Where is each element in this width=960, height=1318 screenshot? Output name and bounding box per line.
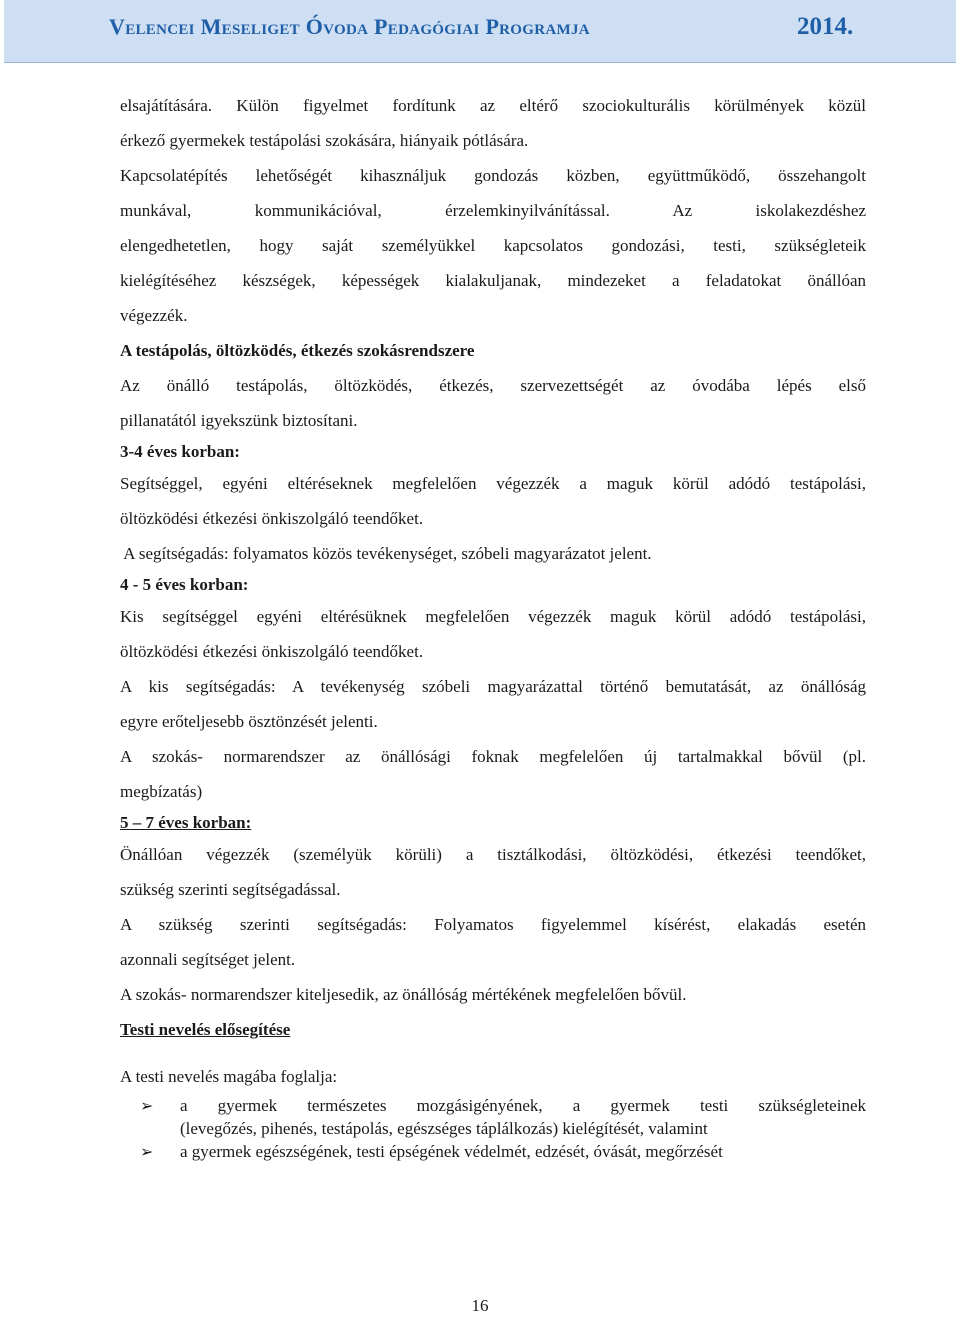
document-title: Velencei Meseliget Óvoda Pedagógiai Programja: [109, 14, 590, 39]
text-line: A szokás- normarendszer kiteljesedik, az önállóság mértékének megfelelően bővül.: [120, 985, 687, 1004]
text-line: (levegőzés, pihenés, testápolás, egészséges táplálkozás) kielégítését, valamint: [180, 1119, 708, 1138]
age-heading-3-4: 3-4 éves korban:: [120, 442, 240, 461]
section-heading: Testi nevelés elősegítése: [120, 1020, 291, 1039]
text-line: A szokás- normarendszer az önállósági foknak megfelelően új tartalmakkal bővül (pl.: [120, 747, 866, 766]
text-line: A kis segítségadás: A tevékenység szóbeli magyarázattal történő bemutatását, az önállóság: [120, 677, 866, 696]
text-line: szükség szerinti segítségadással.: [120, 880, 341, 899]
arrow-bullet-icon: ➢: [140, 1142, 154, 1161]
list-item: [120, 1094, 866, 1140]
text-line: kielégítéséhez készségek, képességek kialakuljanak, mindezeket a feladatokat önállóan: [120, 271, 866, 290]
text-line: Önállóan végezzék (személyük körüli) a tisztálkodási, öltözködési, étkezési teendőket,: [120, 845, 866, 864]
text-line: egyre erőteljesebb ösztönzését jelenti.: [120, 712, 378, 731]
text-line: azonnali segítséget jelent.: [120, 950, 296, 969]
document-year: 2014.: [797, 13, 854, 40]
text-line: elengedhetetlen, hogy saját személyükkel kapcsolatos gondozási, testi, szükségleteik: [120, 236, 866, 255]
bullet-list: [120, 1094, 866, 1163]
text-line: Az önálló testápolás, öltözködés, étkezés, szervezettségét az óvodába lépés első: [120, 376, 866, 395]
page-number: 16: [471, 1296, 489, 1315]
text-line: Kis segítséggel egyéni eltérésüknek megfelelően végezzék maguk körül adódó testápolási,: [120, 607, 866, 626]
text-line: pillanatától igyekszünk biztosítani.: [120, 411, 358, 430]
text-line: A testi nevelés magába foglalja:: [120, 1067, 338, 1086]
text-line: elsajátítására. Külön figyelmet fordítunk az eltérő szociokulturális körülmények közül: [120, 96, 866, 115]
text-line: megbízatás): [120, 782, 203, 801]
arrow-bullet-icon: ➢: [140, 1096, 154, 1115]
text-line: munkával, kommunikációval, érzelemkinyilvánítással. Az iskolakezdéshez: [120, 201, 866, 220]
text-line: végezzék.: [120, 306, 188, 325]
text-line: a gyermek természetes mozgásigényének, a gyermek testi szükségleteinek: [180, 1096, 866, 1115]
text-line: a gyermek egészségének, testi épségének védelmét, edzését, óvását, megőrzését: [180, 1142, 723, 1161]
text-line: öltözködési étkezési önkiszolgáló teendőket.: [120, 509, 424, 528]
age-heading-4-5: 4 - 5 éves korban:: [120, 575, 249, 594]
text-line: öltözködési étkezési önkiszolgáló teendőket.: [120, 642, 424, 661]
age-heading-5-7: 5 – 7 éves korban:: [120, 813, 252, 832]
page-header: [4, 0, 956, 63]
section-heading: A testápolás, öltözködés, étkezés szokásrendszere: [120, 341, 475, 360]
page-body: [120, 88, 866, 1163]
text-line: A szükség szerinti segítségadás: Folyamatos figyelemmel kísérést, elakadás esetén: [120, 915, 866, 934]
text-line: érkező gyermekek testápolási szokására, hiányaik pótlására.: [120, 131, 529, 150]
text-line: Kapcsolatépítés lehetőségét kihasználjuk gondozás közben, együttműködő, összehangolt: [120, 166, 866, 185]
text-line: Segítséggel, egyéni eltéréseknek megfelelően végezzék a maguk körül adódó testápolási,: [120, 474, 866, 493]
text-line: A segítségadás: folyamatos közös tevékenységet, szóbeli magyarázatot jelent.: [120, 544, 652, 563]
list-item: [120, 1140, 866, 1163]
